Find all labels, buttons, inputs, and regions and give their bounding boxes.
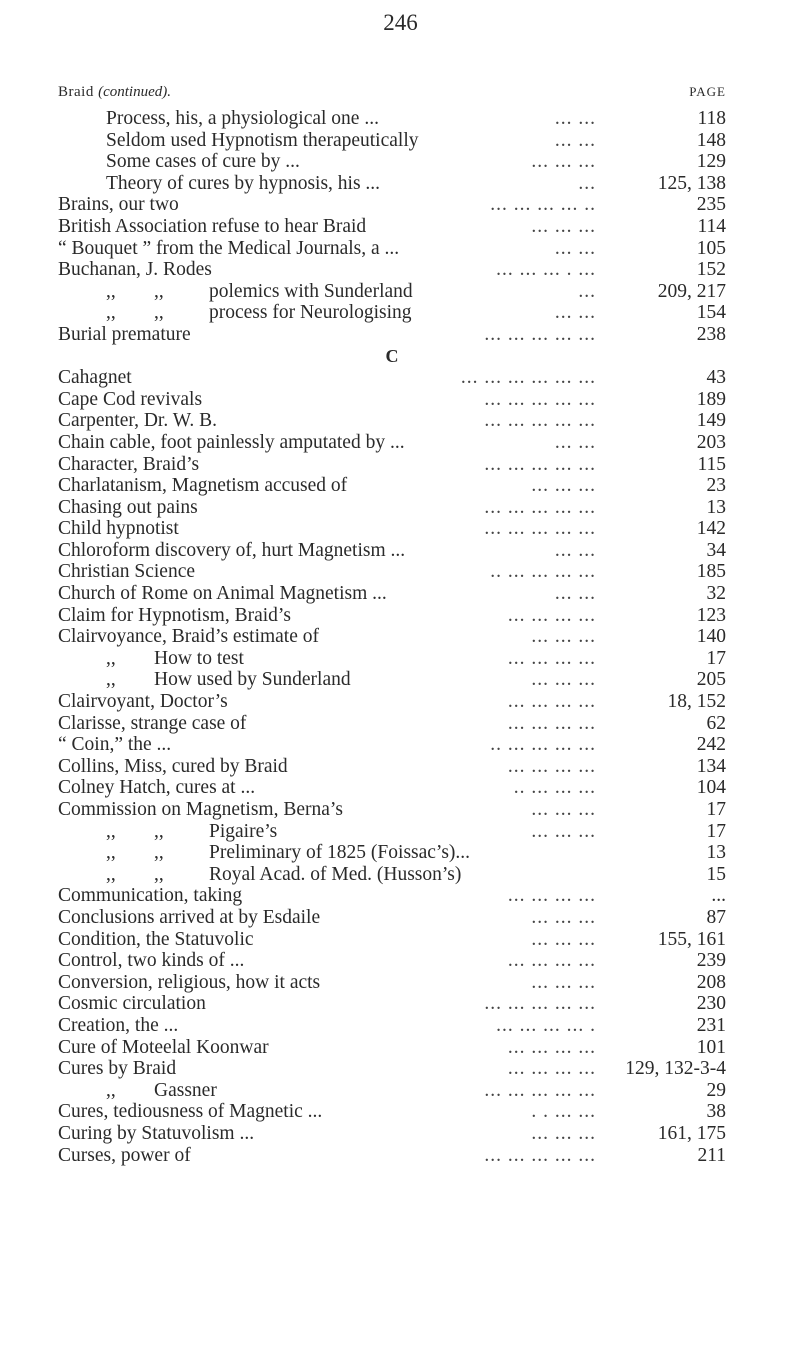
leader-dots: ... ... ... — [531, 928, 596, 950]
leader-dots: ... ... — [554, 237, 596, 259]
entry-label: British Association refuse to hear Braid — [58, 216, 372, 237]
leader-dots: ... ... ... ... — [507, 712, 596, 734]
entry-label: Conversion, religious, how it acts — [58, 972, 326, 993]
entry-label: Cures, tediousness of Magnetic ... — [58, 1101, 328, 1122]
index-entry — [58, 1080, 726, 1102]
leader-dots: ... ... ... ... ... — [484, 453, 596, 475]
entry-page-number: 129, 132-3-4 — [625, 1058, 726, 1080]
index-entry — [58, 993, 726, 1015]
entry-page-number: 154 — [696, 302, 726, 324]
entry-page-number: 211 — [697, 1144, 726, 1166]
entry-label: Pigaire’s — [209, 821, 283, 843]
entry-page-number: 209, 217 — [657, 280, 726, 302]
entry-page-number: 123 — [696, 604, 726, 626]
ditto-mark: ,, — [154, 863, 164, 885]
leader-dots: ... ... ... ... — [507, 1036, 596, 1058]
entry-label: “ Coin,” the ... — [58, 734, 177, 755]
index-entry — [58, 238, 726, 260]
index-entry — [58, 1123, 726, 1145]
entry-page-number: 118 — [697, 108, 726, 129]
index-entry — [58, 216, 726, 238]
leader-dots: ... ... ... — [531, 626, 596, 648]
entry-page-number: 17 — [706, 799, 726, 820]
index-entry — [58, 605, 726, 627]
entry-label: How to test — [154, 648, 250, 670]
leader-dots: ... ... ... ... ... — [484, 323, 596, 345]
entry-label: Cahagnet — [58, 367, 138, 388]
ditto-mark: ,, — [106, 302, 116, 324]
leader-dots: ... ... ... ... ... — [484, 518, 596, 540]
entry-page-number: 155, 161 — [657, 928, 726, 950]
entry-label: Chasing out pains — [58, 497, 204, 518]
entry-page-number: 105 — [696, 237, 726, 259]
leader-dots: ... ... ... — [531, 971, 596, 993]
entry-label: Chloroform discovery of, hurt Magnetism ... — [58, 540, 411, 561]
index-entry — [58, 454, 726, 476]
leader-dots: . . ... ... — [531, 1101, 596, 1123]
entry-page-number: 239 — [696, 950, 726, 972]
entry-label: Clairvoyant, Doctor’s — [58, 691, 234, 712]
index-entry — [58, 281, 726, 303]
entry-label: process for Neurologising — [209, 302, 418, 324]
leader-dots: ... ... ... ... — [507, 885, 596, 907]
entry-page-number: 238 — [696, 323, 726, 345]
index-entry — [58, 842, 726, 864]
leader-dots: ... ... ... ... ... — [484, 410, 596, 432]
leader-dots: ... ... ... ... ... — [484, 993, 596, 1015]
entry-label: Condition, the Statuvolic — [58, 929, 260, 950]
entry-page-number: 161, 175 — [657, 1122, 726, 1144]
entry-label: Carpenter, Dr. W. B. — [58, 410, 223, 431]
leader-dots: ... ... ... — [531, 475, 596, 497]
entry-page-number: 142 — [696, 518, 726, 540]
index-entry — [58, 648, 726, 670]
leader-dots: ... ... ... ... ... — [484, 388, 596, 410]
index-entry — [58, 367, 726, 389]
entry-page-number: 29 — [706, 1079, 726, 1101]
index-entry — [58, 173, 726, 195]
index-entry — [58, 475, 726, 497]
entry-page-number: 203 — [696, 431, 726, 453]
leader-dots: .. ... ... ... — [513, 777, 596, 799]
leader-dots: ... ... ... ... ... — [484, 496, 596, 518]
entry-label: Claim for Hypnotism, Braid’s — [58, 605, 297, 626]
entry-page-number: 17 — [706, 647, 726, 669]
header-continued: (continued). — [98, 84, 171, 100]
entry-label: Royal Acad. of Med. (Husson’s) — [209, 864, 467, 886]
leader-dots: ... ... ... ... — [507, 691, 596, 713]
index-entry — [58, 389, 726, 411]
leader-dots: ... ... ... — [531, 669, 596, 691]
entry-page-number: 134 — [696, 755, 726, 777]
ditto-mark: ,, — [106, 647, 116, 669]
entry-label: Seldom used Hypnotism therapeutically — [106, 130, 425, 151]
entry-page-number: 242 — [696, 734, 726, 756]
entry-page-number: 205 — [696, 669, 726, 691]
ditto-mark: ,, — [154, 842, 164, 864]
index-entry — [58, 950, 726, 972]
leader-dots: ... ... ... ... ... — [484, 1144, 596, 1166]
entry-label: Church of Rome on Animal Magnetism ... — [58, 583, 393, 604]
entry-page-number: 38 — [706, 1101, 726, 1123]
entry-page-number: 15 — [706, 863, 726, 885]
entry-page-number: 62 — [706, 712, 726, 734]
entry-page-number: 18, 152 — [667, 691, 726, 713]
index-entry — [58, 756, 726, 778]
index-entry — [58, 410, 726, 432]
leader-dots: ... ... ... — [531, 151, 596, 173]
leader-dots: ... ... ... ... — [507, 604, 596, 626]
leader-dots: ... ... ... ... — [507, 950, 596, 972]
header-title: Braid — [58, 84, 94, 100]
leader-dots: ... ... — [554, 108, 596, 129]
leader-dots: ... ... ... ... ... ... — [460, 367, 596, 389]
entry-label: Collins, Miss, cured by Braid — [58, 756, 294, 777]
leader-dots: ... ... ... ... — [507, 755, 596, 777]
entry-page-number: ... — [711, 885, 726, 907]
entry-label: Clairvoyance, Braid’s estimate of — [58, 626, 325, 647]
entry-page-number: 87 — [706, 906, 726, 928]
ditto-mark: ,, — [106, 863, 116, 885]
leader-dots: ... ... — [554, 431, 596, 453]
entry-label: Commission on Magnetism, Berna’s — [58, 799, 349, 820]
entry-label: Brains, our two — [58, 194, 185, 215]
index-entry — [58, 734, 726, 756]
entry-label: Conclusions arrived at by Esdaile — [58, 907, 326, 928]
entry-page-number: 34 — [706, 539, 726, 561]
entry-page-number: 129 — [696, 151, 726, 173]
index-entry — [58, 885, 726, 907]
entry-page-number: 13 — [706, 842, 726, 864]
index-entry — [58, 583, 726, 605]
ditto-mark: ,, — [106, 280, 116, 302]
index-entry — [58, 1058, 726, 1080]
entry-page-number: 104 — [696, 777, 726, 799]
entry-page-number: 230 — [696, 993, 726, 1015]
entry-label: polemics with Sunderland — [209, 281, 419, 303]
index-entry — [58, 669, 726, 691]
entry-label: Charlatanism, Magnetism accused of — [58, 475, 353, 496]
entry-page-number: 43 — [706, 367, 726, 389]
entry-label: Burial premature — [58, 324, 197, 345]
index-entry — [58, 1015, 726, 1037]
leader-dots: ... ... ... . ... — [496, 259, 596, 281]
leader-dots: ... ... ... ... .. — [490, 194, 596, 216]
ditto-mark: ,, — [154, 820, 164, 842]
leader-dots: ... ... ... — [531, 215, 596, 237]
index-entry — [58, 864, 726, 886]
index-entry — [58, 777, 726, 799]
page-number: 246 — [383, 10, 418, 35]
entry-label: Preliminary of 1825 (Foissac’s)... — [209, 842, 476, 864]
index-entry — [58, 324, 726, 346]
index-entry — [58, 1145, 726, 1167]
ditto-mark: ,, — [154, 302, 164, 324]
entry-page-number: 189 — [696, 388, 726, 410]
index-entry — [58, 907, 726, 929]
entry-page-number: 149 — [696, 410, 726, 432]
index-entry — [58, 151, 726, 173]
index-entry — [58, 713, 726, 735]
section-letter: C — [385, 345, 399, 366]
entry-label: Curing by Statuvolism ... — [58, 1123, 260, 1144]
leader-dots: ... ... ... ... — [507, 647, 596, 669]
ditto-mark: ,, — [106, 842, 116, 864]
index-entry — [58, 561, 726, 583]
entry-label: Cure of Moteelal Koonwar — [58, 1037, 275, 1058]
entry-page-number: 23 — [706, 475, 726, 497]
index-entries — [58, 108, 726, 1166]
index-entry — [58, 799, 726, 821]
ditto-mark: ,, — [106, 820, 116, 842]
leader-dots: ... ... — [554, 129, 596, 151]
index-entry — [58, 972, 726, 994]
entry-label: Cosmic circulation — [58, 993, 212, 1014]
ditto-mark: ,, — [106, 669, 116, 691]
entry-label: Communication, taking — [58, 885, 248, 906]
leader-dots: ... ... ... — [531, 906, 596, 928]
entry-label: Christian Science — [58, 561, 201, 582]
index-entry — [58, 929, 726, 951]
index-entry — [58, 1101, 726, 1123]
running-header — [58, 84, 726, 101]
entry-label: Colney Hatch, cures at ... — [58, 777, 261, 798]
ditto-mark: ,, — [106, 1079, 116, 1101]
entry-page-number: 115 — [697, 453, 726, 475]
index-entry — [58, 259, 726, 281]
index-entry — [58, 130, 726, 152]
leader-dots: ... ... ... — [531, 820, 596, 842]
entry-page-number: 13 — [706, 496, 726, 518]
leader-dots: ... ... ... — [531, 1122, 596, 1144]
ditto-mark: ,, — [154, 280, 164, 302]
leader-dots: ... ... ... ... — [507, 1058, 596, 1080]
entry-label: Some cases of cure by ... — [106, 151, 306, 172]
entry-page-number: 125, 138 — [657, 172, 726, 194]
entry-page-number: 208 — [696, 971, 726, 993]
index-entry — [58, 108, 726, 130]
entry-label: Creation, the ... — [58, 1015, 184, 1036]
index-entry — [58, 497, 726, 519]
leader-dots: ... ... ... — [531, 799, 596, 820]
leader-dots: ... ... ... ... . — [496, 1014, 596, 1036]
index-entry — [58, 691, 726, 713]
entry-page-number: 235 — [696, 194, 726, 216]
entry-page-number: 17 — [706, 820, 726, 842]
entry-label: Clarisse, strange case of — [58, 713, 252, 734]
leader-dots: ... — [578, 280, 596, 302]
entry-page-number: 101 — [696, 1036, 726, 1058]
index-entry — [58, 626, 726, 648]
index-entry — [58, 821, 726, 843]
entry-page-number: 185 — [696, 561, 726, 583]
page-column-label: PAGE — [689, 84, 726, 99]
leader-dots: ... ... — [554, 539, 596, 561]
index-entry — [58, 302, 726, 324]
entry-page-number: 114 — [697, 215, 726, 237]
entry-label: Theory of cures by hypnosis, his ... — [106, 173, 386, 194]
leader-dots: .. ... ... ... ... — [490, 561, 596, 583]
entry-label: Child hypnotist — [58, 518, 185, 539]
leader-dots: .. ... ... ... ... — [490, 734, 596, 756]
entry-page-number: 152 — [696, 259, 726, 281]
entry-page-number: 140 — [696, 626, 726, 648]
entry-label: Cape Cod revivals — [58, 389, 208, 410]
entry-label: “ Bouquet ” from the Medical Journals, a ... — [58, 238, 405, 259]
index-entry — [58, 540, 726, 562]
entry-page-number: 32 — [706, 583, 726, 605]
leader-dots: ... ... — [554, 302, 596, 324]
entry-page-number: 148 — [696, 129, 726, 151]
entry-label: Buchanan, J. Rodes — [58, 259, 218, 280]
index-entry — [58, 432, 726, 454]
leader-dots: ... ... — [554, 583, 596, 605]
index-entry — [58, 518, 726, 540]
entry-label: Control, two kinds of ... — [58, 950, 250, 971]
entry-label: Cures by Braid — [58, 1058, 182, 1079]
entry-label: Character, Braid’s — [58, 454, 205, 475]
entry-page-number: 231 — [696, 1014, 726, 1036]
entry-label: How used by Sunderland — [154, 669, 357, 691]
index-entry — [58, 1037, 726, 1059]
leader-dots: ... — [578, 172, 596, 194]
index-entry — [58, 194, 726, 216]
leader-dots: ... ... ... ... ... — [484, 1079, 596, 1101]
entry-label: Process, his, a physiological one ... — [106, 108, 385, 129]
entry-label: Gassner — [154, 1080, 223, 1102]
entry-label: Chain cable, foot painlessly amputated by ... — [58, 432, 411, 453]
entry-label: Curses, power of — [58, 1145, 197, 1166]
